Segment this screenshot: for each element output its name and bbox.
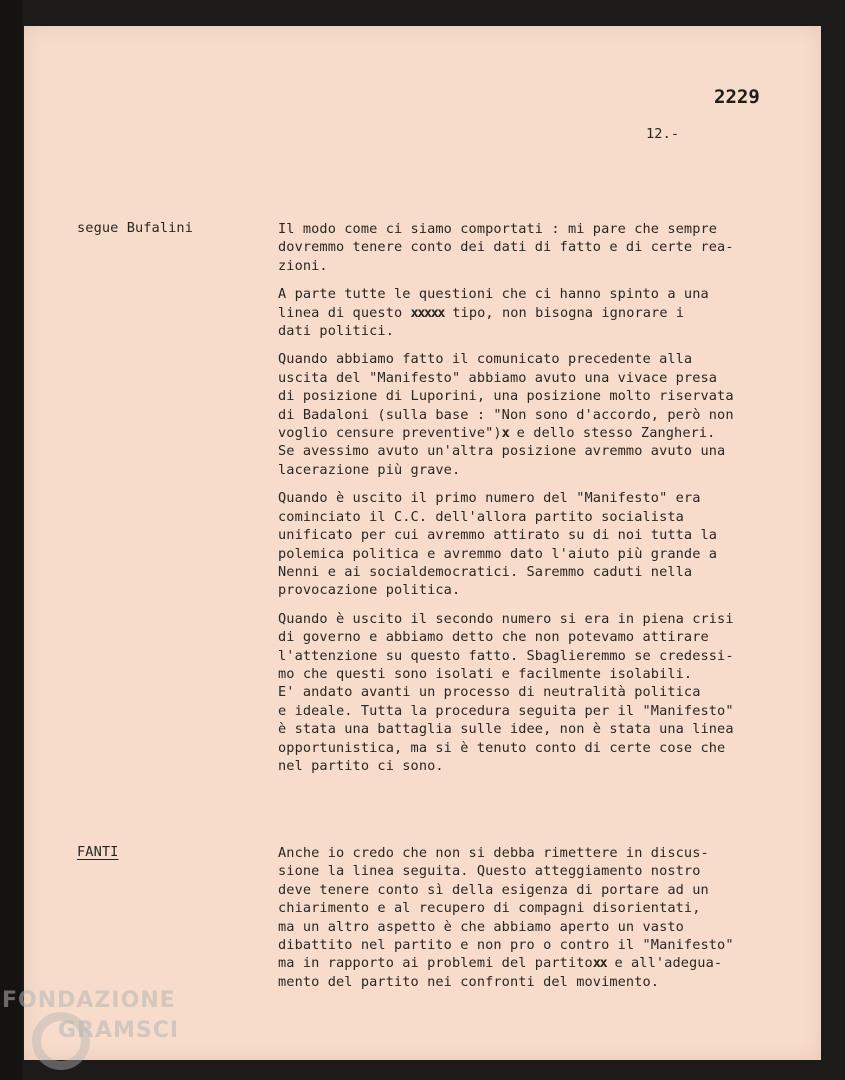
page-number: 12.- [646,126,680,142]
section-bufalini [278,220,810,785]
paragraph: Anche io credo che non si debba rimettere in discus- sione la linea seguita. Questo atteggiamento nostro deve tenere conto sì della esigenza di portare ad un chiarimento e al recupero di compagni disorientati, ma un altro aspetto è che abbiamo aperto un vasto dibattito nel partito e non pro o contro il "Manifesto" ma in rapporto ai problemi del partitoxx e all'adegua- mento del partito nei confronti del movimento. [278,845,734,990]
fondazione-gramsci-watermark [2,988,212,1068]
paragraph: Quando è uscito il primo numero del "Manifesto" era cominciato il C.C. dell'allora partito socialista unificato per cui avremmo attirato su di noi tutta la polemica politica e avremmo dato l'aiuto più grande a Nenni e ai socialdemocratici. Saremmo caduti nella provocazione politica. [278,490,718,599]
binding-edge [0,0,22,1080]
speaker-label-fanti: FANTI [77,844,119,860]
document-page [24,26,821,1060]
watermark-line-2: GRAMSCI [58,1018,180,1043]
paragraph: Quando è uscito il secondo numero si era in piena crisi di governo e abbiamo detto che non potevamo attirare l'attenzione su questo fatto. Sbaglieremmo se credessi- mo che questi sono isolati e facilmente isolabili. E' andato avanti un processo di neutralità politica e ideale. Tutta la procedura seguita per il "Manifesto" è stata una battaglia sulle idee, non è stata una linea opportunistica, ma si è tenuto conto di certe cose che nel partito ci sono. [278,610,734,774]
struck-out-characters: x [501,425,509,442]
paragraph: A parte tutte le questioni che ci hanno spinto a una linea di questo xxxxx tipo, non bisogna ignorare i dati politici. [278,286,709,340]
struck-out-characters: xxxxx [410,304,444,321]
paragraph: Quando abbiamo fatto il comunicato precedente alla uscita del "Manifesto" abbiamo avuto una vivace presa di posizione di Luporini, una posizione molto riservata di Badaloni (sulla base : "Non sono d'accordo, però non voglio censure preventive")x e dello stesso Zangheri. Se avessimo avuto un'altra posizione avremmo avuto una lacerazione più grave. [278,351,734,478]
watermark-line-1: FONDAZIONE [2,988,176,1013]
speaker-label-bufalini: segue Bufalini [77,220,193,236]
archive-number-stamp: 2229 [714,86,760,108]
struck-out-characters: xx [592,955,607,972]
paragraph: Il modo come ci siamo comportati : mi pare che sempre dovremmo tenere conto dei dati di fatto e di certe rea- zioni. [278,221,734,274]
section-fanti [278,844,810,1001]
